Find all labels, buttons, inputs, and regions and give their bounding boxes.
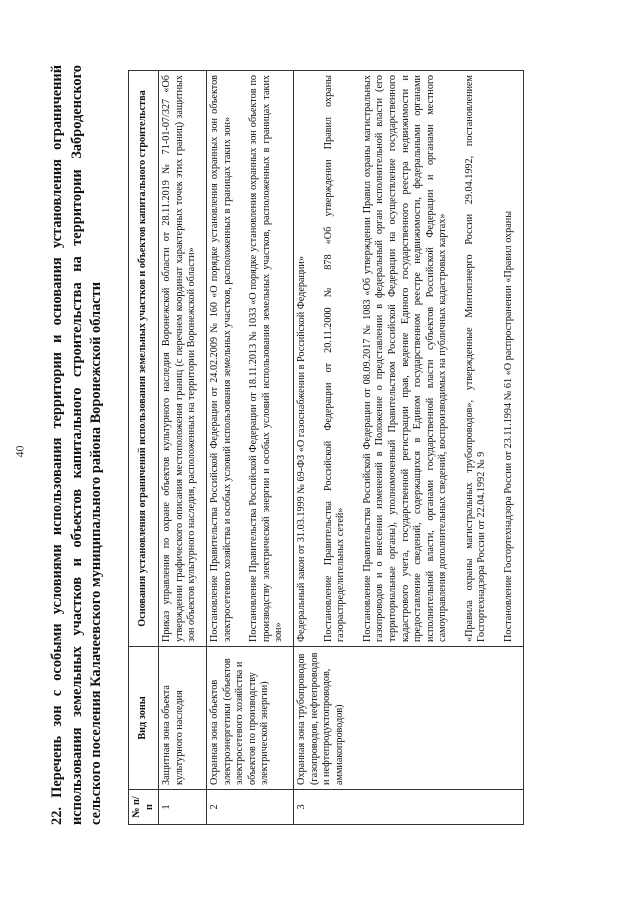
row-number: 2 (206, 790, 293, 825)
basis-cell (159, 71, 207, 647)
zone-type-cell: Охранная зона объектов электроэнергетики (объектов электросетевого хозяйства и объектов по производству электрической энергии) (206, 647, 293, 790)
zone-type-cell: Охранная зона трубопроводов (газопроводов, нефтепроводов и нефтепродуктопроводов, аммиакопроводов) (293, 647, 523, 790)
section-heading: 22. Перечень зон с особыми условиями использования территории и основания установления ограничений использования земельных участков и объектов капитального строительства на территории Заброденского сельского поселения Калачеевского муниципального района Воронежской области (49, 65, 104, 825)
row-number: 1 (159, 790, 207, 825)
table-row (159, 71, 207, 825)
basis-cell (293, 71, 523, 647)
page-number: 40 (12, 445, 27, 458)
basis-document: Постановление Госгортехнадзора России от 23.11.1994 № 61 «О распространении «Правил охраны (503, 210, 515, 642)
basis-document: Постановление Правительства Российской Федерации от 20.11.2000 № 878 «Об утверждении Правил охраны газораспределительных сетей» (322, 75, 347, 642)
basis-document: Постановление Правительства Российской Федерации от 08.09.2017 № 1083 «Об утверждении Правил охраны магистральных газопроводов и о внесении изменений в Положение о представлении в федеральный орган исполнительной власти (его территориальные органы), уполномоченный Правительством Российской Федерации на осуществление государственного кадастрового учета, государственной регистрации прав, ведение Единого государственного реестра недвижимости и предоставление сведений, содержащихся в Едином государственном реестре недвижимости, федеральными органами исполнительной власти, органами государственной власти субъектов Российской Федерации и органами местного самоуправления дополнительных сведений, воспроизводимых на публичных кадастровых картах» (361, 75, 449, 642)
row-number: 3 (293, 790, 523, 825)
basis-document: Постановление Правительства Российской Федерации от 18.11.2013 № 1033 «О порядке установления охранных зон объектов по производству электрической энергии и особых условий использования земельных участков, расположенных в границах таких зон» (248, 75, 285, 642)
basis-document: Приказ управления по охране объектов культурного наследия Воронежской области от 28.11.2019 № 71-01-07/327 «Об утверждении графического описания местоположения границ (с перечнем координат характерных точек этих границ) защитных зон объектов культурного наследия, расположенных на территории Воронежской области» (161, 75, 198, 642)
table-row (293, 71, 523, 825)
basis-document: Постановление Правительства Российской Федерации от 24.02.2009 № 160 «О порядке установления охранных зон объектов электросетевого хозяйства и особых условий использования земельных участков, расположенных в границах таких зон» (208, 75, 233, 642)
basis-cell (206, 71, 293, 647)
zones-table (128, 70, 524, 825)
table-row (206, 71, 293, 825)
header-basis: Основания установления ограничений использования земельных участков и объектов капитального строительства (129, 71, 159, 647)
basis-document: Федеральный закон от 31.03.1999 № 69-ФЗ «О газоснабжении в Российской Федерации» (295, 256, 307, 642)
zone-type-cell: Защитная зона объекта культурного наследия (159, 647, 207, 790)
header-number: № п/п (129, 790, 159, 825)
table-header-row (129, 71, 159, 825)
header-zone-type: Вид зоны (129, 647, 159, 790)
basis-document: «Правила охраны магистральных трубопроводов», утвержденные Минтопэнерго России 29.04.1992, постановлением Госгортехнадзора России от 22.04.1992 № 9 (463, 75, 488, 642)
